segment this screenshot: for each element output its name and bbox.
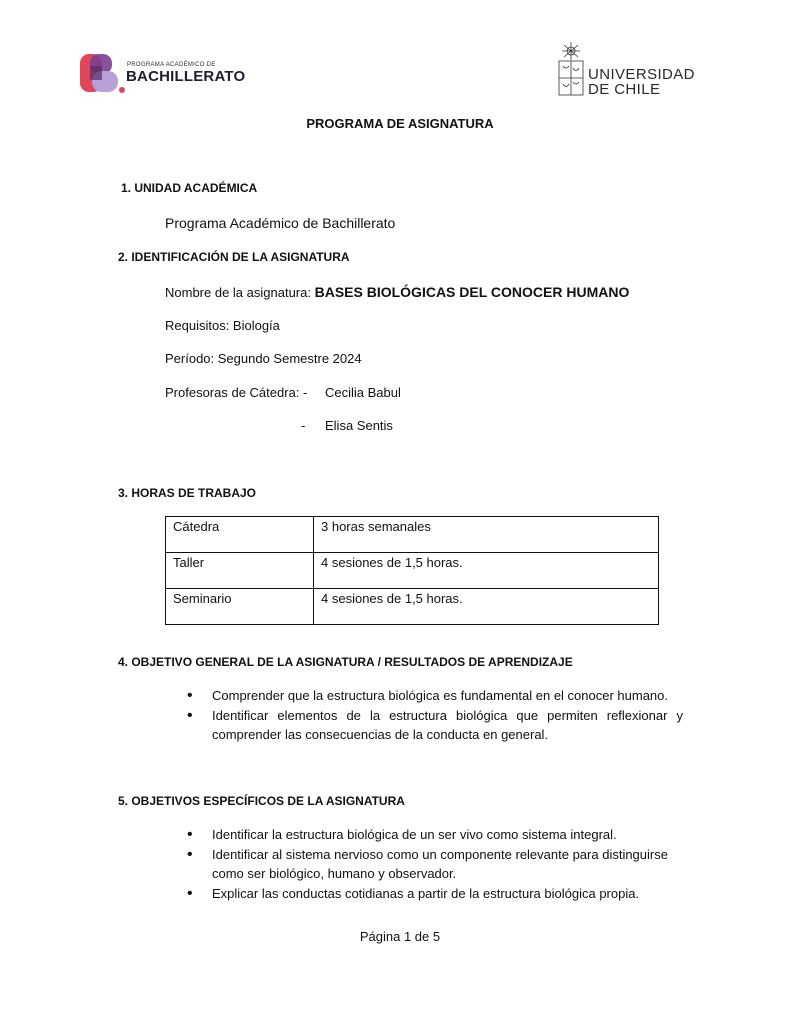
profesoras-label: Profesoras de Cátedra: - xyxy=(165,385,308,400)
requisitos-line: Requisitos: Biología xyxy=(165,318,280,333)
section2-heading: 2. IDENTIFICACIÓN DE LA ASIGNATURA xyxy=(118,250,350,264)
periodo-line: Período: Segundo Semestre 2024 xyxy=(165,351,362,366)
profesora-1: Cecilia Babul xyxy=(325,385,401,400)
profesora-2: Elisa Sentis xyxy=(325,418,393,433)
table-row xyxy=(166,589,659,625)
asignatura-name-label: Nombre de la asignatura: xyxy=(165,285,315,300)
hours-value-cell: 3 horas semanales xyxy=(314,517,659,553)
list-item: • Identificar la estructura biológica de un ser vivo como sistema integral. xyxy=(165,825,695,845)
page-number: Página 1 de 5 xyxy=(359,929,441,944)
hours-label-cell: Taller xyxy=(166,553,314,589)
objetivos-especificos-list xyxy=(165,825,695,903)
section4-heading: 4. OBJETIVO GENERAL DE LA ASIGNATURA / RESULTADOS DE APRENDIZAJE xyxy=(118,655,573,669)
bachillerato-logo-mark xyxy=(80,52,126,96)
asignatura-name-value: BASES BIOLÓGICAS DEL CONOCER HUMANO xyxy=(314,284,630,300)
hours-value-cell: 4 sesiones de 1,5 horas. xyxy=(314,589,659,625)
section3-heading: 3. HORAS DE TRABAJO xyxy=(118,486,257,500)
bachillerato-logo xyxy=(80,52,250,96)
horas-table xyxy=(165,516,659,625)
hours-value-cell: 4 sesiones de 1,5 horas. xyxy=(314,553,659,589)
table-row xyxy=(166,553,659,589)
list-item: • Comprender que la estructura biológica es fundamental en el conocer humano. xyxy=(165,686,683,706)
university-crest-icon xyxy=(556,42,586,98)
logo-de-chile-text: DE CHILE xyxy=(588,81,661,98)
unidad-academica-value: Programa Académico de Bachillerato xyxy=(165,215,396,231)
hours-label-cell: Cátedra xyxy=(166,517,314,553)
universidad-de-chile-logo xyxy=(556,42,696,98)
logo-universidad-text: UNIVERSIDAD xyxy=(588,66,695,83)
document-title: PROGRAMA DE ASIGNATURA xyxy=(306,116,494,131)
list-item: • Identificar elementos de la estructura biológica que permiten reflexionar y comprender las consecuencias de la conducta en general. xyxy=(165,706,683,745)
logo-small-text: PROGRAMA ACADÉMICO DE xyxy=(127,62,216,68)
logo-big-text: BACHILLERATO xyxy=(126,68,246,85)
hours-label-cell: Seminario xyxy=(166,589,314,625)
section5-heading: 5. OBJETIVOS ESPECÍFICOS DE LA ASIGNATURA xyxy=(118,794,405,808)
section1-heading: 1. UNIDAD ACADÉMICA xyxy=(121,181,258,195)
list-item: • Explicar las conductas cotidianas a partir de la estructura biológica propia. xyxy=(165,884,695,904)
objetivo-general-list xyxy=(165,686,683,745)
table-row xyxy=(166,517,659,553)
asignatura-name-line xyxy=(165,284,629,300)
list-item: • Identificar al sistema nervioso como un componente relevante para distinguirse como ser biológico, humano y observador. xyxy=(165,845,695,884)
profesora-2-dash: - xyxy=(301,418,306,433)
